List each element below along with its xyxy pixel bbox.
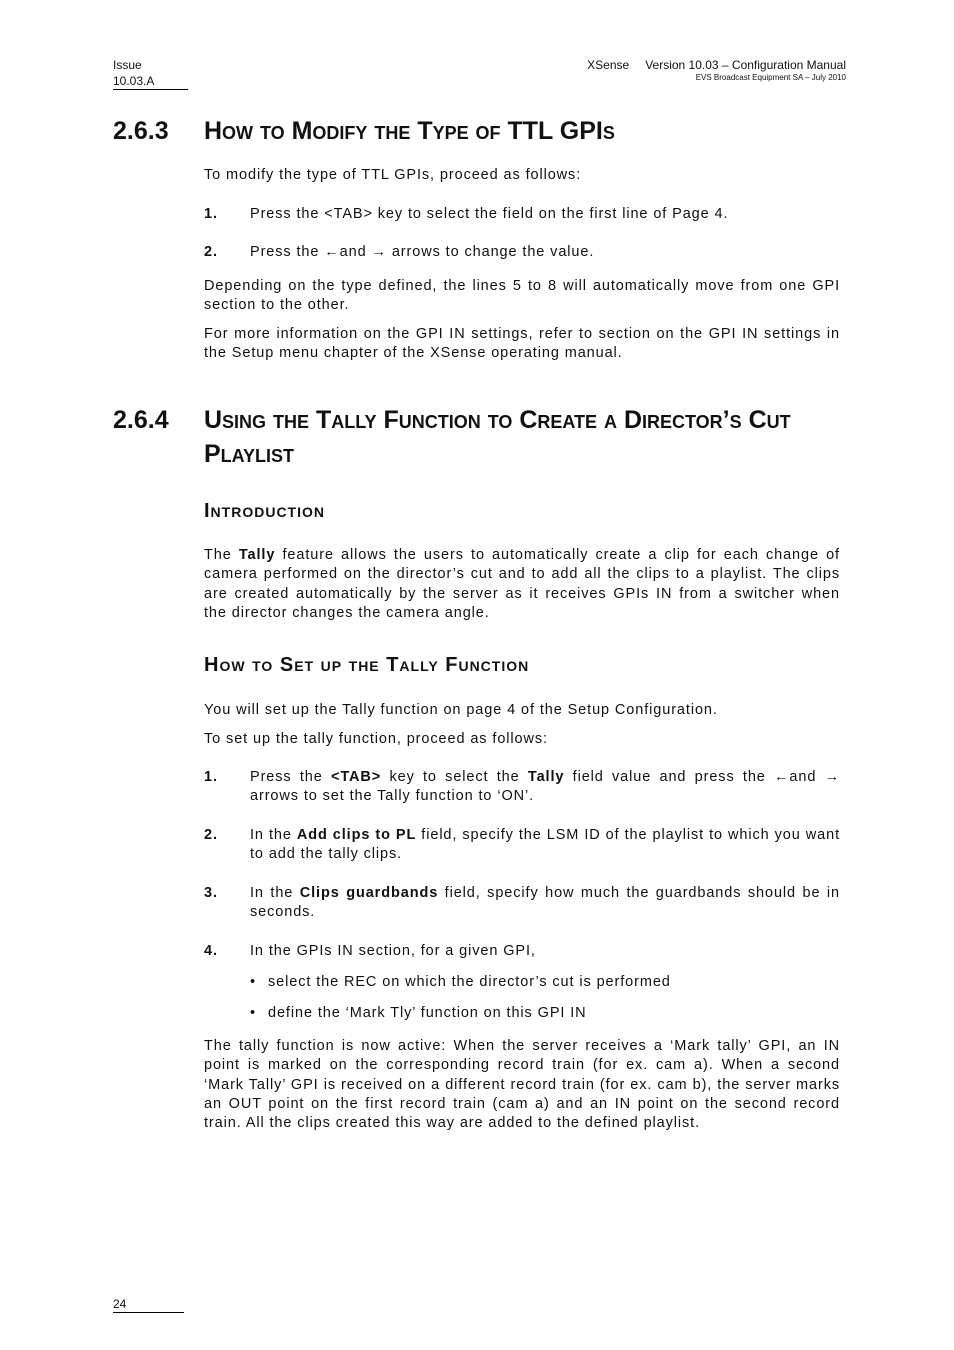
section-number: 2.6.4 bbox=[113, 406, 169, 434]
step-text: In the GPIs IN section, for a given GPI, bbox=[250, 943, 536, 959]
bullet-text: select the REC on which the director’s cut is performed bbox=[268, 974, 671, 990]
subheading-setup: How to Set up the Tally Function bbox=[204, 654, 530, 676]
page-number: 24 bbox=[113, 1297, 184, 1313]
step-number: 4. bbox=[204, 943, 218, 959]
manual-title: Version 10.03 – Configuration Manual bbox=[645, 58, 846, 72]
issue-number: 10.03.A bbox=[113, 74, 155, 88]
step-number: 2. bbox=[204, 244, 218, 260]
step-text: Press the <TAB> key to select the field on the first line of Page 4. bbox=[250, 206, 729, 222]
paragraph: The tally function is now active: When the server receives a ‘Mark tally’ GPI, an IN point is marked on the corresponding record train (for ex. cam a). When a second ‘Mark Tally’ GPI is received on a different record train (for ex. cam b), the server marks an OUT point on the first record train (cam a) and an IN point on the second record train. All the clips created this way are added to the defined playlist. bbox=[204, 1038, 840, 1132]
step-number: 1. bbox=[204, 206, 218, 222]
bullet-icon: • bbox=[250, 974, 256, 990]
paragraph: The Tally feature allows the users to automatically create a clip for each change of camera performed on the director’s cut and to add all the clips to a playlist. The clips are created automatically by the server as it receives GPIs IN from a switcher when the director changes the camera angle. bbox=[204, 547, 840, 621]
paragraph: Depending on the type defined, the lines 5 to 8 will automatically move from one GPI section to the other. bbox=[204, 278, 840, 314]
paragraph: You will set up the Tally function on page 4 of the Setup Configuration. bbox=[204, 702, 718, 718]
subheading-introduction: Introduction bbox=[204, 500, 325, 522]
header-manual bbox=[587, 57, 846, 83]
section-number: 2.6.3 bbox=[113, 117, 169, 145]
bullet-text: define the ‘Mark Tly’ function on this GPI IN bbox=[268, 1005, 587, 1021]
step-text: Press the <TAB> key to select the Tally field value and press the ←and → arrows to set the Tally function to ‘ON’. bbox=[250, 769, 841, 805]
paragraph: To set up the tally function, proceed as follows: bbox=[204, 731, 548, 747]
step-number: 2. bbox=[204, 827, 218, 843]
step-number: 1. bbox=[204, 769, 218, 785]
paragraph: To modify the type of TTL GPIs, proceed as follows: bbox=[204, 167, 582, 183]
section-title: How to Modify the Type of TTL GPIs bbox=[204, 117, 615, 145]
step-text: Press the ←and → arrows to change the value. bbox=[250, 244, 595, 260]
step-text: In the Add clips to PL field, specify the LSM ID of the playlist to which you want to add the tally clips. bbox=[250, 827, 841, 863]
header-issue bbox=[113, 57, 188, 90]
product-name: XSense bbox=[587, 58, 630, 72]
bullet-icon: • bbox=[250, 1005, 256, 1021]
step-number: 3. bbox=[204, 885, 218, 901]
step-text: In the Clips guardbands field, specify how much the guardbands should be in seconds. bbox=[250, 885, 841, 921]
company-line: EVS Broadcast Equipment SA – July 2010 bbox=[695, 73, 846, 82]
issue-label: Issue bbox=[113, 58, 142, 72]
section-title: Using the Tally Function to Create a Director’s Cut Playlist bbox=[204, 406, 791, 468]
paragraph: For more information on the GPI IN settings, refer to section on the GPI IN settings in the Setup menu chapter of the XSense operating manual. bbox=[204, 326, 840, 362]
